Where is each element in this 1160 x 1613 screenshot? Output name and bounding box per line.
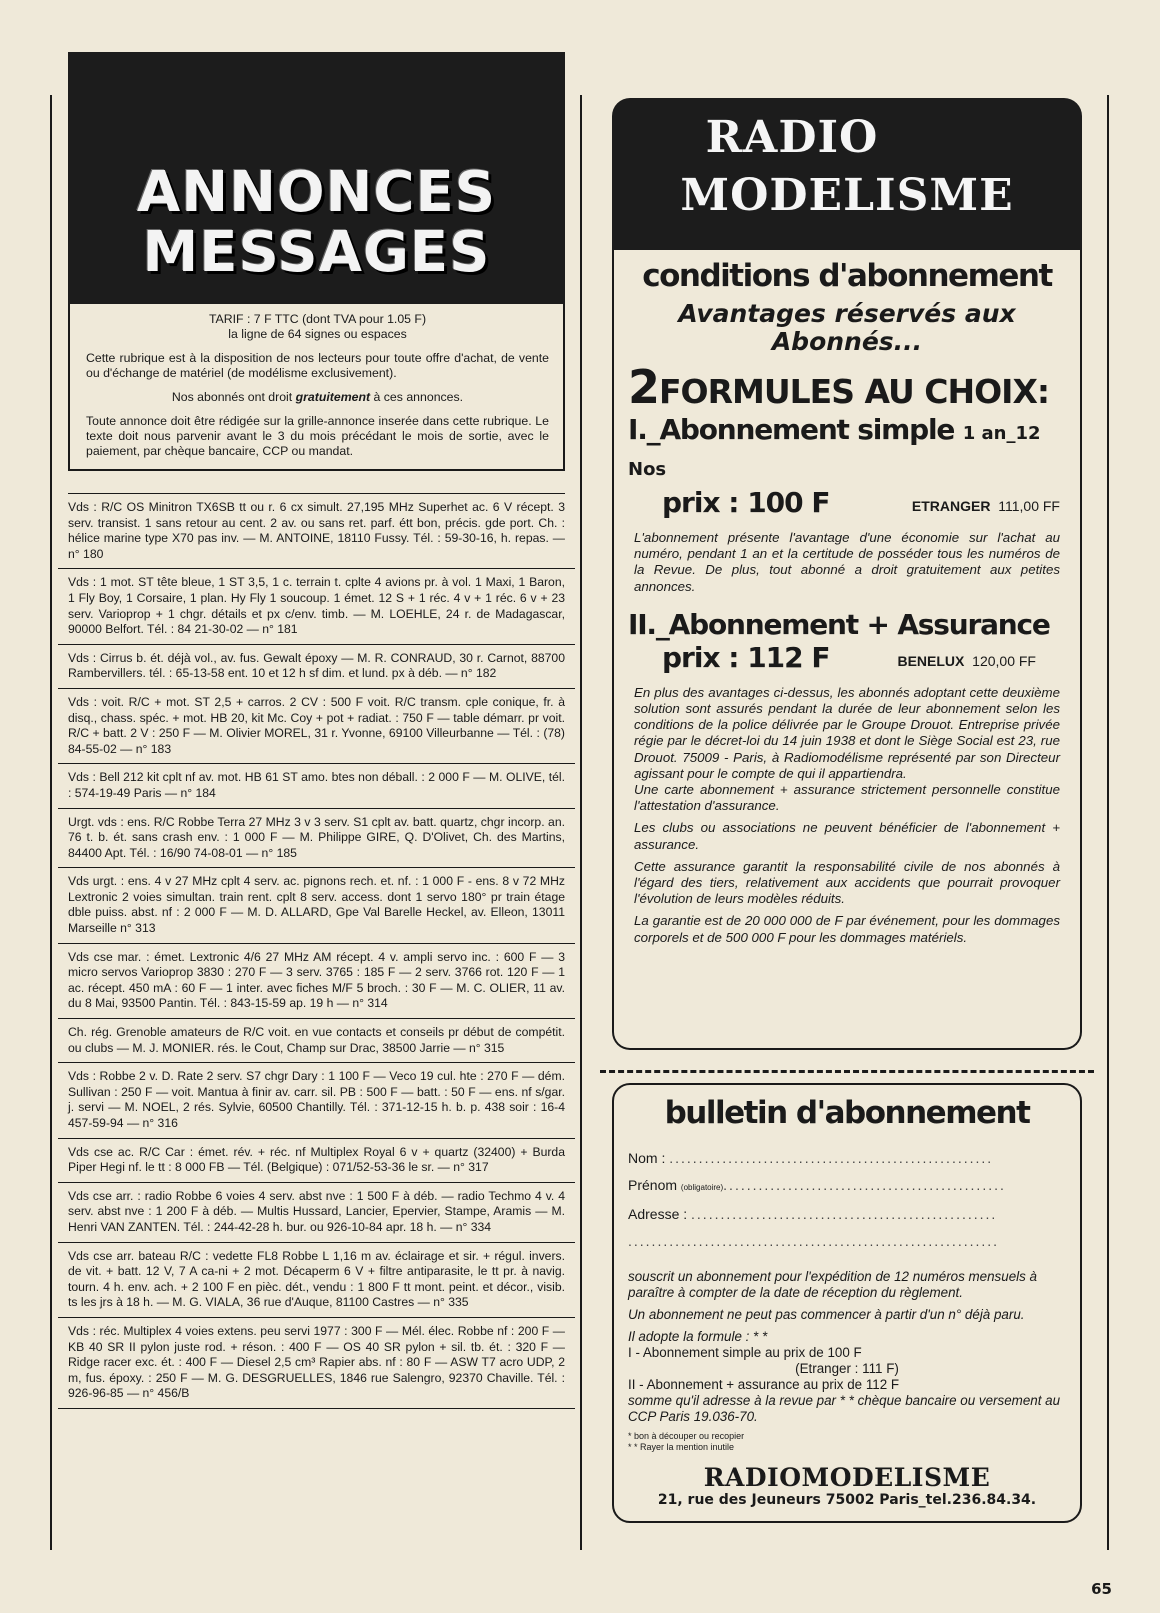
ad-item: Vds : Robbe 2 v. D. Rate 2 serv. S7 chgr Dary : 1 100 F — Veco 19 cul. hte : 270 F — dém. Sullivan : 250 F — voit. Mantua à finir av. carr. sil. PB : 500 F — batt. : 50 F — ens. nf s/gar. j. servi — M. NOEL, 2 rés. Sylvie, 60500 Chantilly. Tél. : 371-12-15 h. b. p. 438 soir : 16-4 457-59-94 — n° 316 — [58, 1063, 575, 1138]
annonce-text: Toute annonce doit être rédigée sur la grille-annonce inserée dans cette rubrique. Le texte doit nous parvenir avant le 3 du mois précédant le mois de sortie, avec le paiement, par chèque bancaire, CCP ou mandat. — [86, 414, 549, 458]
header-radio: RADIO — [705, 112, 879, 163]
radiomodelisme-logo: RADIOMODELISME — [703, 1463, 991, 1492]
ad-item: Vds cse arr. bateau R/C : vedette FL8 Robbe L 1,16 m av. éclairage et sir. + régul. invers. de vit. + batt. 12 V, 7 A ca-ni + 2 mot. Décaperm 6 V + filtre antiparasite, le tt pr. à navig. tourn. 4 h. env. ach. + 2 100 F en pièc. dét., vendu : 1 800 F tt mont. peint. et décor., visib. ts les jrs à 18 h. — M. G. VIALA, 36 rue d'Auque, 81100 Castres — n° 335 — [58, 1243, 575, 1318]
ad-item: Ch. rég. Grenoble amateurs de R/C voit. en vue contacts et conseils pr début de compétit. ou clubs — M. J. MONIER. rés. le Cout, Champ sur Drac, 38500 Jarrie — n° 315 — [58, 1019, 575, 1063]
abonnes-text: Nos abonnés ont droit gratuitement à ces annonces. — [171, 390, 464, 404]
ad-item: Vds cse ac. R/C Car : émet. rév. + réc. nf Multiplex Royal 6 v + quartz (32400) + Burda Piper Hegi nf. le tt : 8 000 FB — Tél. (Belgique) : 071/52-53-36 le sr. — n° 317 — [58, 1139, 575, 1183]
formule-2-price: prix : 112 F BENELUX 120,00 FF — [662, 640, 1036, 674]
tarif-line: la ligne de 64 signes ou espaces — [228, 327, 407, 341]
nom-field[interactable]: Nom : ....................................................... — [628, 1150, 994, 1166]
ad-item: Vds : Cirrus b. ét. déjà vol., av. fus. Gewalt époxy — M. R. CONRAUD, 30 r. Carnot, 88700 Rambervillers. tél. : 65-13-58 ent. 10 et 12 h sf dim. et lund. px à déb. — n° 182 — [58, 645, 575, 689]
conditions-box — [612, 250, 1082, 1050]
left-rule — [50, 95, 52, 1550]
tarif-box — [68, 304, 565, 471]
ad-item: Vds : réc. Multiplex 4 voies extens. peu servi 1977 : 300 F — Mél. élec. Robbe nf : 200 F — KB 40 SR II pylon juste rod. + réson. : 400 F — OS 40 SR pylon + sil. tb. ét. : 320 F — Ridge racer exc. ét. : 400 F — Diesel 2,5 cm³ Rapier abs. nf : 80 F — ASW T7 acro UDP, 2 m, fus. époxy. : 250 F — M. G. DESGRUELLES, 1846 rue Salengro, 92370 Chaville. Tél. : 926-96-85 — n° 456/B — [58, 1318, 575, 1409]
conditions-title: conditions d'abonnement — [642, 258, 1052, 294]
page-number: 65 — [1091, 1580, 1112, 1598]
header-messages: MESSAGES — [142, 220, 491, 285]
bulletin-title: bulletin d'abonnement — [664, 1095, 1030, 1131]
ad-item: Vds : R/C OS Minitron TX6SB tt ou r. 6 cx simult. 27,195 MHz Superhet ac. 6 V récept. 3 serv. transist. 1 sans retour au cent. 2 av. ou sans ret. parf. étt bon, précis. gde port. Ch. : hélice marine type X70 pas inv. — M. ANTOINE, 18110 Fussy. Tél. : 59-30-16, h. repas. — n° 180 — [58, 494, 575, 569]
rubrique-text: Cette rubrique est à la disposition de nos lecteurs pour toute offre d'achat, de vente ou d'échange de matériel (de modélisme exclusivement). — [86, 351, 549, 380]
header-modelisme: MODELISME — [680, 170, 1014, 221]
adresse-line-2[interactable]: ............................................................... — [628, 1233, 1000, 1249]
ad-item: Vds : Bell 212 kit cplt nf av. mot. HB 61 ST amo. btes non déball. : 2 000 F — M. OLIVE, tél. : 574-19-49 Paris — n° 184 — [58, 764, 575, 808]
adresse-field[interactable]: Adresse : .................................................... — [628, 1206, 998, 1222]
ad-item: Vds urgt. : ens. 4 v 27 MHz cplt 4 serv. ac. pignons rech. et. nf. : 1 000 F - ens. 8 v 72 MHz Lextronic 2 voies simultan. train rent. cplt 8 serv. access. dont 1 servo 180° pr train étage dble puiss. abst. nf : 2 000 F — M. D. ALLARD, Gpe Val Barelle Heckel, av. Elleon, 13011 Marseille n° 313 — [58, 868, 575, 943]
address: 21, rue des Jeuneurs 75002 Paris_tel.236.84.34. — [657, 1492, 1037, 1508]
ad-item: Vds cse mar. : émet. Lextronic 4/6 27 MHz AM récept. 4 v. ampli servo inc. : 600 F — 3 micro servos Varioprop 3830 : 270 F — 3 serv. 3765 : 185 F — 2 serv. 3766 rot. 120 F — 1 ac. récept. 450 mA : 60 F — 1 inter. avec fiches M/F 5 broch. : 30 F — M. C. OLIER, 11 av. du 8 Mai, 93500 Pantin. Tél. : 843-15-59 ap. 19 h — n° 314 — [58, 944, 575, 1019]
formule-1-text: L'abonnement présente l'avantage d'une économie sur l'achat au numéro, pendant 1 an et la certitude de posséder tous les numéros de la Revue. De plus, tout abonné a droit gratuitement aux petites annonces. — [634, 530, 1060, 594]
right-rule — [1107, 95, 1109, 1550]
notes: * bon à découper ou recopier * * Rayer la mention inutile — [628, 1431, 745, 1452]
formule-2-title: II._Abonnement + Assurance — [628, 607, 1050, 641]
tarif: TARIF : 7 F TTC (dont TVA pour 1.05 F) — [208, 312, 427, 326]
ad-item: Urgt. vds : ens. R/C Robbe Terra 27 MHz 3 v 3 serv. S1 cplt av. batt. quartz, chgr incorp. an. 76 t. b. ét. sans crash env. : 1 000 F — M. Philippe GIRE, Q. D'Olivet, Ch. des Martins, 84400 Apt. Tél. : 16/90 74-08-01 — n° 185 — [58, 809, 575, 869]
ads-list — [68, 493, 565, 1409]
header-annonces: ANNONCES — [136, 160, 497, 225]
cut-line — [600, 1070, 1094, 1073]
bulletin-form — [612, 1083, 1082, 1523]
formules-title: 2FORMULES AU CHOIX: — [628, 360, 1050, 414]
avantages: Avantages réservés aux Abonnés... — [678, 299, 1016, 356]
bulletin-text: souscrit un abonnement pour l'expédition de 12 numéros mensuels à paraître à compter de la date de réception du règlement. Un abonnement ne peut pas commencer à partir d'un n° déjà paru. Il adopte la formule : * * I - Abonnement simple au prix de 100 F (Etranger : 111 F) II - Abonnement + assurance au prix de 112 F somme qu'il adresse à la revue par * * chèque bancaire ou versement au CCP Paris 19.036-70. — [628, 1269, 1061, 1424]
center-rule — [580, 95, 582, 1550]
prenom-field[interactable]: Prénom (obligatoire)................................................ — [628, 1177, 1006, 1193]
formule-2-text: En plus des avantages ci-dessus, les abonnés adoptant cette deuxième solution sont assurés pendant la durée de leur abonnement selon les conditions de la police délivrée par le Groupe Drouot. Entreprise privée régie par le décret-loi du 14 juin 1938 et dont le Siège Social est 23, rue Drouot. 75009 - Paris, à Radiomodélisme représenté par son Directeur agissant pour le compte de qui il appartiendra. Une carte abonnement + assurance strictement personnelle constitue l'attestation d'assurance. Les clubs ou associations ne peuvent bénéficier de l'abonnement + assurance. Cette assurance garantit la responsabilité civile de nos abonnés à l'égard des tiers, relativement aux accidents que pourrait provoquer l'évolution de leurs modèles réduits. La garantie est de 20 000 000 de F par événement, pour les dommages corporels et de 500 000 F pour les dommages matériels. — [634, 684, 1060, 945]
radio-modelisme-column — [612, 98, 1082, 1523]
annonces-column — [68, 52, 565, 1409]
formule-1-title: I._Abonnement simple 1 an_12 Nos — [628, 413, 1041, 480]
annonces-header — [68, 52, 565, 304]
ad-item: Vds cse arr. : radio Robbe 6 voies 4 serv. abst nve : 1 500 F à déb. — radio Techmo 4 v. 4 serv. abst nve : 1 200 F à déb. — Multis Hussard, Lancier, Epervier, Stampe, Aramis — M. Henri VAN ZANTEN. Tél. : 244-42-28 h. bur. ou 926-10-84 apr. 18 h. — n° 334 — [58, 1183, 575, 1243]
rm-header — [612, 98, 1082, 250]
ad-item: Vds : voit. R/C + mot. ST 2,5 + carros. 2 CV : 500 F voit. R/C transm. cple conique, fr. à disq., chass. spéc. + mot. HB 20, kit Mc. Coy + pot + radiat. : 750 F — table démarr. pr voit. R/C + batt. 2 V : 250 F — M. Olivier MOREL, 31 r. Yvonne, 69100 Villeurbanne — Tél. : (78) 84-55-02 — n° 183 — [58, 689, 575, 764]
ad-item: Vds : 1 mot. ST tête bleue, 1 ST 3,5, 1 c. terrain t. cplte 4 avions pr. à vol. 1 Maxi, 1 Baron, 1 Fly Boy, 1 Corsaire, 1 plan. Hy Fly 1 soucoup. 1 émet. 12 S + 1 réc. 4 v + 1 réc. 6 v + 23 serv. Varioprop + 1 chgr. détails et px c/env. timb. — M. LOEHLE, 24 r. de Madagascar, 90000 Belfort. Tél. : 84 21-30-02 — n° 181 — [58, 569, 575, 644]
formule-1-price: prix : 100 F ETRANGER 111,00 FF — [662, 486, 1060, 519]
